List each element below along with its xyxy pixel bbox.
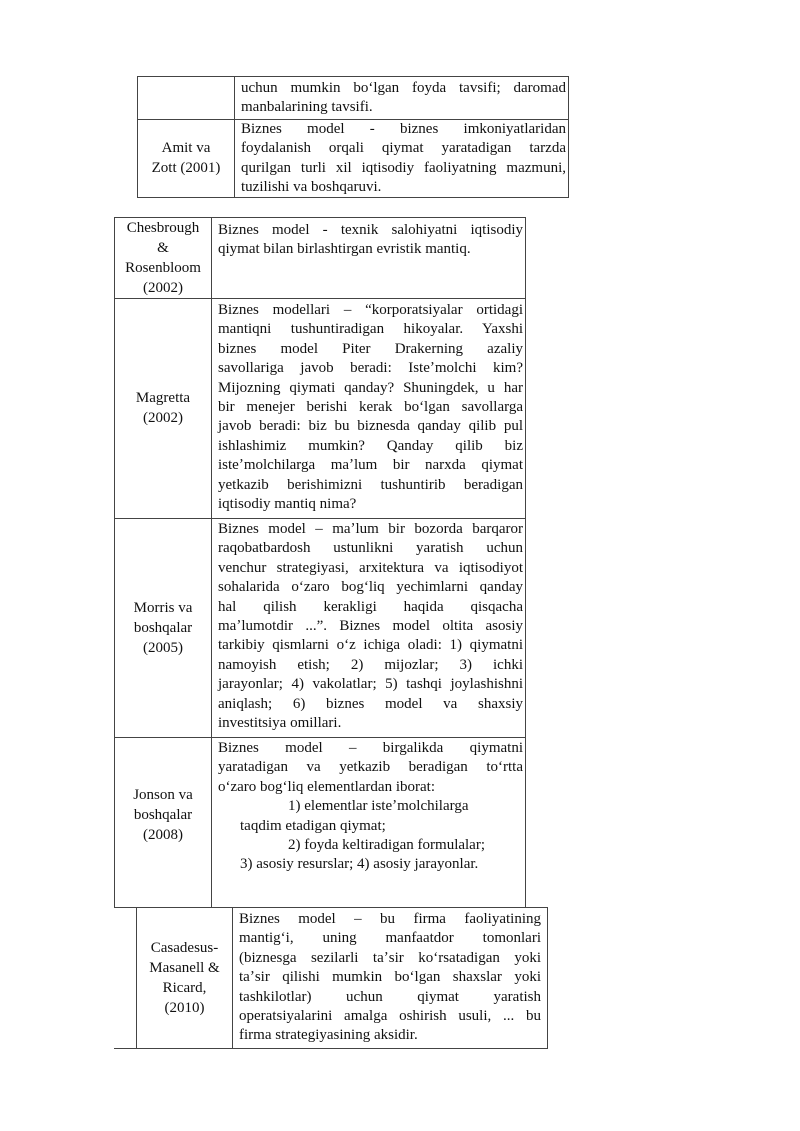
text-line: biznes model Piter Drakerning azaliy xyxy=(218,340,523,357)
author-name: Chesbrough & Rosenbloom (2002) xyxy=(125,220,201,296)
author-cell xyxy=(115,737,212,907)
text-line: sohalarida oʻzaro bogʻliq yechimlarni qanday xyxy=(218,579,523,596)
text-line: manbalarining tavsifi. xyxy=(241,99,373,116)
author-name: Amit va Zott (2001) xyxy=(151,140,221,176)
text-line: taʼsir qilishi mumkin boʻlgan shaxslar yoki xyxy=(239,969,541,986)
text-line: tarkibiy qismlarni oʻz ichiga oladi: 1) qiymatni xyxy=(218,637,523,654)
list-item-continuation: 3) asosiy resurslar; 4) asosiy jarayonlar. xyxy=(240,856,479,873)
text-line: mantigʻi, uning manfaatdor tomonlari xyxy=(239,930,541,947)
author-cell xyxy=(115,218,212,298)
text-line: operatsiyalarini amalga oshirish usuli, ... bu xyxy=(239,1008,541,1025)
text-line: yaratadigan va yetkazib beradigan toʻrtta xyxy=(218,759,523,776)
text-line: qiymat bilan birlashtirgan evristik mantiq. xyxy=(218,241,471,258)
definition-cell xyxy=(212,298,525,518)
table-row xyxy=(115,218,525,299)
text-line: tashkilotlar) uchun qiymat yaratish xyxy=(239,988,541,1005)
table-row xyxy=(115,518,525,738)
text-line: isteʼmolchilarga maʼlum bir narxda qiymat xyxy=(218,457,523,474)
author-cell xyxy=(115,298,212,518)
text-line: Biznes model - biznes imkoniyatlaridan xyxy=(241,121,566,137)
author-name: Morris va boshqalar (2005) xyxy=(133,599,193,656)
list-item-continuation: taqdim etadigan qiymat; xyxy=(240,817,386,834)
definition-cell xyxy=(235,77,568,119)
list-item: 1) elementlar isteʼmolchilarga xyxy=(288,798,469,815)
definition-cell xyxy=(212,218,525,298)
author-name: Jonson va boshqalar (2008) xyxy=(133,787,193,843)
text-line: yetkazib berishimizni tushuntirib beradigan xyxy=(218,476,523,493)
text-line: investitsiya omillari. xyxy=(218,715,342,732)
definition-cell xyxy=(233,907,548,1049)
text-line: ishlashimiz mumkin? Qanday qilib biz xyxy=(218,437,523,454)
text-line: javob beradi: biz bu biznesda qanday qilib pul xyxy=(218,418,523,435)
text-line: hal qilish kerakligi haqida qisqacha xyxy=(218,598,523,615)
table-row xyxy=(115,737,525,907)
text-line: Biznes modellari – “korporatsiyalar ortidagi xyxy=(218,302,523,318)
text-line: mantiqni tushuntiradigan hikoyalar. Yaxshi xyxy=(218,321,523,338)
text-line: Mijozning qiymati qanday? Shuningdek, u har xyxy=(218,379,523,396)
text-line: Biznes model – birgalikda qiymatni xyxy=(218,740,523,756)
author-cell xyxy=(138,119,235,197)
text-line: venchur strategiyasi, arxitektura va iqtisodiyot xyxy=(218,559,523,576)
text-line: foydalanish orqali qiymat yaratadigan tarzda xyxy=(241,140,566,157)
definition-cell xyxy=(212,737,525,907)
text-line: firma strategiyasining aksidir. xyxy=(239,1027,418,1044)
table-top xyxy=(137,76,569,198)
text-line: (biznesga sezilarli taʼsir koʻrsatadigan yoki xyxy=(239,949,541,966)
author-cell xyxy=(137,907,233,1049)
table-row xyxy=(115,298,525,519)
text-line: uchun mumkin boʻlgan foyda tavsifi; daromad xyxy=(241,80,566,96)
table-bottom xyxy=(114,907,548,1050)
text-line: bir menejer berishi kerak boʻlgan savollarga xyxy=(218,399,523,416)
text-line: Biznes model – maʼlum bir bozorda barqaror xyxy=(218,521,523,537)
author-cell xyxy=(138,77,235,119)
table-row xyxy=(138,119,568,197)
text-line: raqobatbardosh ustunlikni yaratish uchun xyxy=(218,540,523,557)
table-row xyxy=(138,77,568,120)
definition-cell xyxy=(212,518,525,737)
text-line: Biznes model – bu firma faoliyatining xyxy=(239,911,541,927)
text-line: iqtisodiy mantiq nima? xyxy=(218,496,357,513)
text-line: aniqlash; 6) biznes model va shaxsiy xyxy=(218,695,523,712)
list-item: 2) foyda keltiradigan formulalar; xyxy=(288,837,486,854)
border-line xyxy=(114,1048,137,1049)
author-cell xyxy=(115,518,212,737)
definition-cell xyxy=(235,119,568,197)
text-line: Biznes model - texnik salohiyatni iqtisodiy xyxy=(218,222,523,238)
text-line: tuzilishi va boshqaruvi. xyxy=(241,179,382,196)
text-line: namoyish etish; 2) mijozlar; 3) ichki xyxy=(218,656,523,673)
author-name: Magretta (2002) xyxy=(135,390,191,426)
author-name: Casadesus- Masanell & Ricard, (2010) xyxy=(149,939,220,1016)
text-line: savollariga javob beradi: Isteʼmolchi kim? xyxy=(218,360,523,377)
text-line: maʼlumotdir ...”. Biznes model oltita asosiy xyxy=(218,618,523,635)
table-main xyxy=(114,217,526,908)
text-line: oʻzaro bogʻliq elementlardan iborat: xyxy=(218,778,435,795)
text-line: jarayonlar; 4) vakolatlar; 5) tashqi joylashishni xyxy=(218,676,523,693)
text-line: qurilgan turli xil iqtisodiy faoliyatning mazmuni, xyxy=(241,159,566,176)
